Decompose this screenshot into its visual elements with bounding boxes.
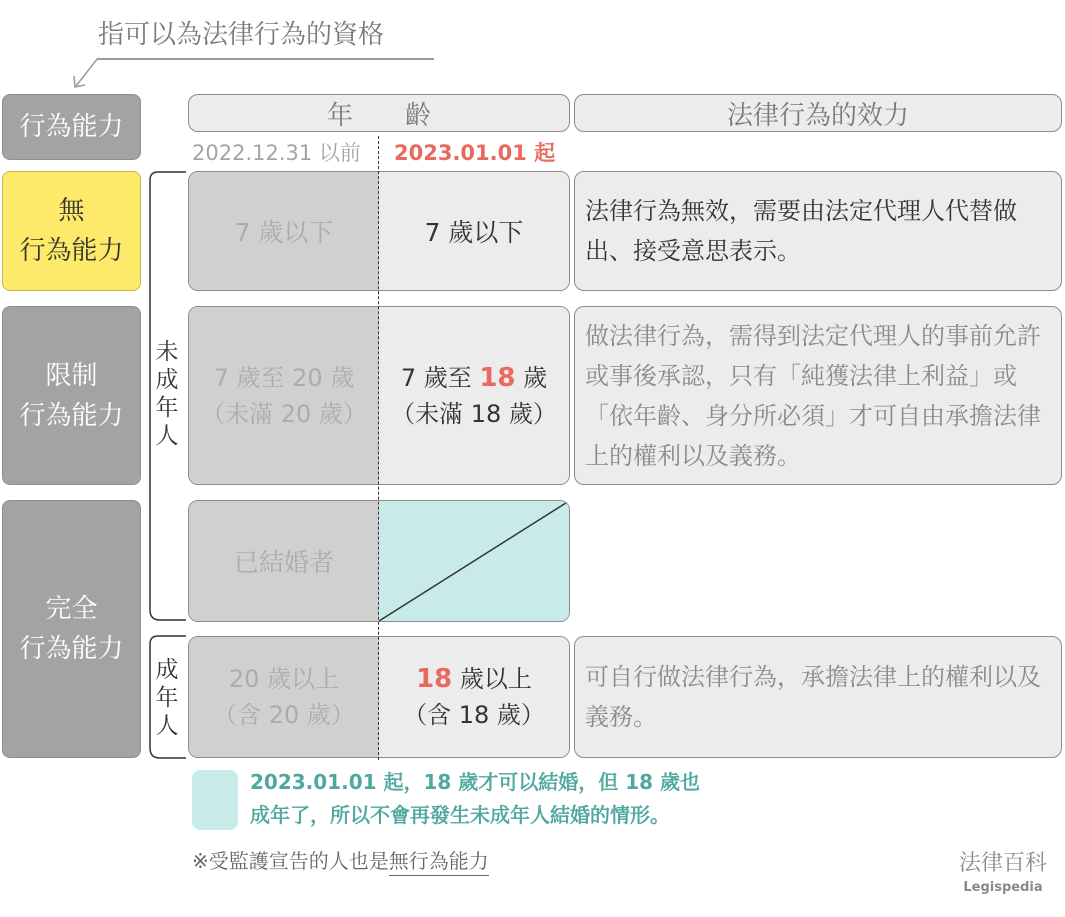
category-full-line1: 完全 [45,594,98,624]
effect-header-text: 法律行為的效力 [726,100,909,131]
date-new-text: 2023.01.01 起 [394,141,556,165]
effect-none [574,171,1062,291]
footnote-term: 無行為能力 [389,849,489,876]
legend-text [250,766,810,834]
age-header [188,94,570,132]
adult-char: 成 [155,657,179,683]
age-old-married-text: 已結婚者 [233,548,334,577]
capacity-title-text: 行為能力 [19,112,124,142]
effect-limited-text: 做法律行為，需得到法定代理人的事前允許或事後承認，只有「純獲法律上利益」或「依年齡、身分所必須」才可自由承擔法律上的權利以及義務。 [585,321,1041,470]
age-row-none [188,171,570,291]
age-new-adult [379,637,569,757]
effect-limited [574,306,1062,485]
age-new-limited-line2: （未滿 18 歲） [391,399,557,428]
category-limited-line2: 行為能力 [19,400,124,431]
age-old-adult [189,637,379,757]
void-diagonal [379,501,569,621]
age-new-married-void [379,501,569,621]
category-none [2,171,141,291]
age-old-none-text: 7 歲以下 [234,218,334,247]
age-new-adult-line1 [416,661,532,697]
age-row-married [188,500,570,622]
minor-char: 人 [155,423,179,449]
adult-group-label [152,656,182,746]
date-old-label [192,138,380,168]
legend-line2: 成年了，所以不會再發生未成年人結婚的情形。 [250,803,670,827]
age-new-none [379,172,569,290]
category-limited [2,306,141,485]
brand-zh: 法律百科 [958,851,1047,876]
age-header-text: 年 齡 [326,100,431,131]
age-old-married [189,501,379,621]
category-limited-line1: 限制 [45,360,98,391]
effect-full [574,636,1062,758]
age-old-adult-line1: 20 歲以上 [228,665,340,693]
age-new-adult-suffix: 歲以上 [452,665,532,693]
age-new-adult-line2: （含 18 歲） [403,701,545,729]
age-row-limited [188,306,570,485]
footnote [192,846,612,880]
age-old-limited-line1: 7 歲至 20 歲 [213,363,355,392]
definition-note [98,16,438,56]
age-new-limited [379,307,569,484]
age-new-none-text: 7 歲以下 [424,218,524,247]
category-full [2,500,141,758]
effect-none-text: 法律行為無效，需要由法定代理人代替做出、接受意思表示。 [585,197,1017,265]
effect-header [574,94,1062,132]
age-new-limited-prefix: 7 歲至 [400,363,480,392]
definition-underline [98,58,434,60]
capacity-title [2,94,141,160]
category-none-line1: 無 [58,196,85,226]
category-none-line2: 行為能力 [19,236,124,266]
minor-char: 年 [155,395,179,421]
age-old-adult-line2: （含 20 歲） [213,701,355,729]
minor-char: 成 [155,367,179,393]
effect-full-text: 可自行做法律行為，承擔法律上的權利以及義務。 [585,663,1041,731]
definition-note-text: 指可以為法律行為的資格 [98,20,385,50]
adult-char: 年 [155,685,179,711]
date-new-label [394,138,570,168]
brand-logo [944,850,1062,906]
date-old-text: 2022.12.31 以前 [192,141,361,165]
age-new-adult-num: 18 [416,664,453,694]
age-row-adult [188,636,570,758]
definition-arrow-icon [66,56,106,96]
age-new-limited-line1 [401,360,547,396]
age-new-limited-suffix: 歲 [515,363,548,392]
category-full-line2: 行為能力 [19,634,124,664]
adult-char: 人 [155,713,179,739]
footnote-prefix: ※受監護宣告的人也是 [192,849,389,873]
brand-en: Legispedia [963,880,1043,895]
age-old-none [189,172,379,290]
age-new-limited-num: 18 [479,362,516,393]
age-old-limited-line2: （未滿 20 歲） [201,399,367,428]
date-divider [378,136,379,760]
legend-swatch [192,770,238,830]
legend-line1: 2023.01.01 起，18 歲才可以結婚，但 18 歲也 [250,770,701,794]
minor-group-label [152,338,182,458]
minor-char: 未 [155,339,179,365]
age-old-limited [189,307,379,484]
